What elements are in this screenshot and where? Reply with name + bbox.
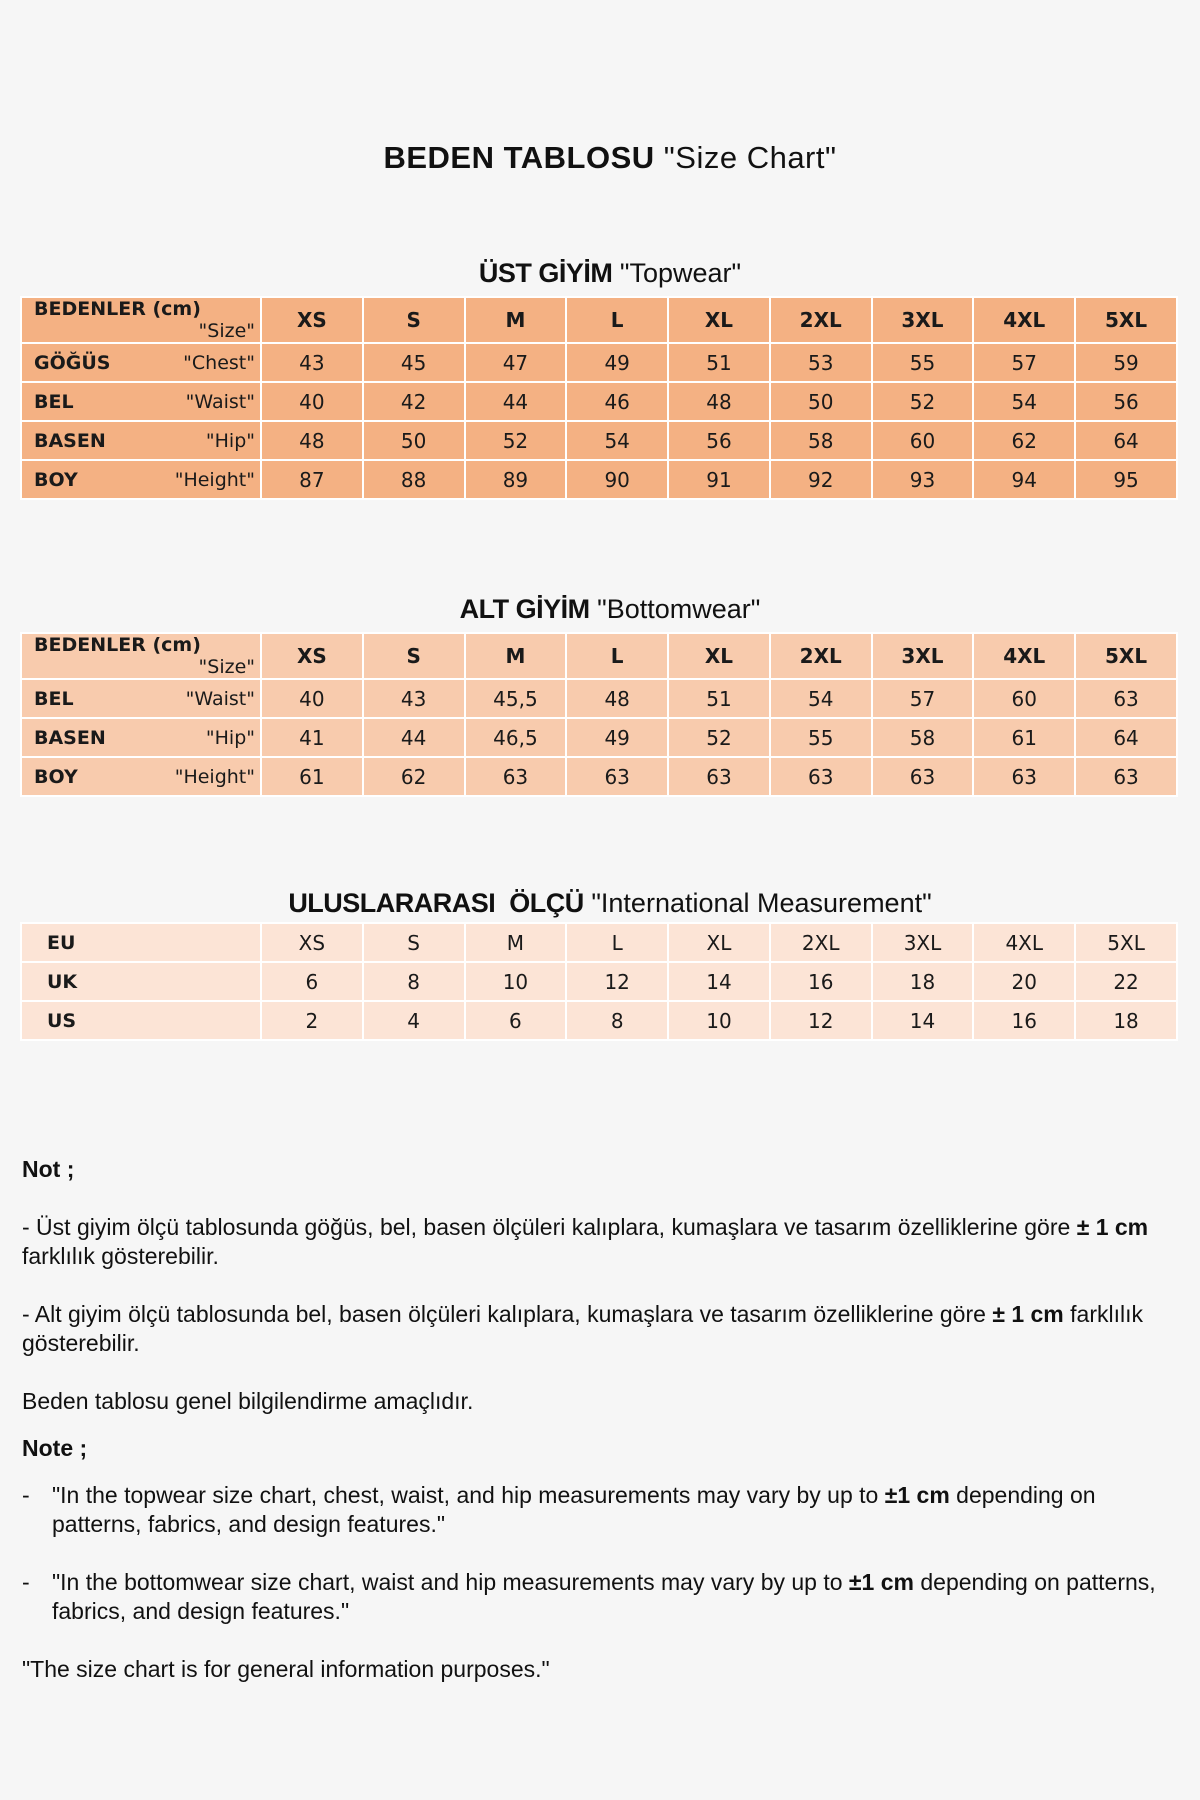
table-cell: 20 — [973, 962, 1075, 1001]
table-cell: 22 — [1075, 962, 1177, 1001]
table-cell: 52 — [465, 421, 567, 460]
size-cell: 5XL — [1075, 297, 1177, 343]
table-cell: 63 — [668, 757, 770, 796]
size-cell: 4XL — [973, 633, 1075, 679]
table-cell: 63 — [770, 757, 872, 796]
table-cell: 2 — [261, 1001, 363, 1040]
note-text: farklılık gösterebilir. — [22, 1301, 1143, 1356]
notes-section — [22, 1155, 1172, 1684]
bottomwear-title-en: "Bottomwear" — [597, 594, 761, 624]
table-cell: 48 — [261, 421, 363, 460]
table-cell: 87 — [261, 460, 363, 499]
size-cell: 2XL — [770, 633, 872, 679]
notes-heading-tr: Not ; — [22, 1156, 75, 1182]
table-cell: 55 — [872, 343, 974, 382]
size-cell: XL — [668, 297, 770, 343]
note-text: depending on patterns, fabrics, and design features." — [52, 1569, 1156, 1624]
table-header-row — [21, 633, 1177, 679]
row-label-en: "Waist" — [185, 687, 255, 710]
row-label-tr: BOY — [34, 468, 78, 491]
table-cell: 52 — [668, 718, 770, 757]
table-cell: 95 — [1075, 460, 1177, 499]
note-text: - Üst giyim ölçü tablosunda göğüs, bel, basen ölçüleri kalıplara, kumaşlara ve tasarım özelliklerine göre — [22, 1214, 1077, 1240]
table-row — [21, 1001, 1177, 1040]
table-cell: 50 — [363, 421, 465, 460]
note-footer-en: "The size chart is for general information purposes." — [22, 1656, 550, 1682]
row-label-tr: BOY — [34, 765, 78, 788]
size-cell: L — [566, 633, 668, 679]
table-cell: L — [566, 923, 668, 962]
table-cell: 6 — [465, 1001, 567, 1040]
size-cell: L — [566, 297, 668, 343]
table-cell: 52 — [872, 382, 974, 421]
row-label — [21, 382, 261, 421]
header-label — [21, 297, 261, 343]
international-title — [0, 888, 1200, 919]
table-cell: 4XL — [973, 923, 1075, 962]
table-cell: 50 — [770, 382, 872, 421]
note-footer-tr: Beden tablosu genel bilgilendirme amaçlıdır. — [22, 1388, 474, 1414]
international-table — [20, 922, 1178, 1041]
table-cell: 54 — [566, 421, 668, 460]
table-cell: 46,5 — [465, 718, 567, 757]
size-cell: M — [465, 633, 567, 679]
table-cell: 60 — [973, 679, 1075, 718]
table-cell: 47 — [465, 343, 567, 382]
topwear-table — [20, 296, 1178, 500]
table-cell: 6 — [261, 962, 363, 1001]
row-label — [21, 343, 261, 382]
size-cell: S — [363, 633, 465, 679]
table-row — [21, 421, 1177, 460]
table-row — [21, 679, 1177, 718]
table-cell: 45,5 — [465, 679, 567, 718]
header-label-en: "Size" — [198, 656, 255, 678]
row-label-tr: BASEN — [34, 726, 106, 749]
table-cell: 46 — [566, 382, 668, 421]
table-cell: 2XL — [770, 923, 872, 962]
table-cell: 63 — [566, 757, 668, 796]
note-item-en — [22, 1481, 1172, 1539]
table-cell: S — [363, 923, 465, 962]
table-cell: 61 — [973, 718, 1075, 757]
table-cell: 93 — [872, 460, 974, 499]
table-cell: 55 — [770, 718, 872, 757]
table-cell: 49 — [566, 343, 668, 382]
table-row — [21, 718, 1177, 757]
size-cell: 5XL — [1075, 633, 1177, 679]
topwear-title-bold: ÜST GİYİM — [478, 258, 613, 288]
table-cell: 53 — [770, 343, 872, 382]
table-cell: 10 — [668, 1001, 770, 1040]
table-header-row — [21, 297, 1177, 343]
table-cell: 62 — [973, 421, 1075, 460]
bottomwear-table — [20, 632, 1178, 797]
table-cell: 8 — [363, 962, 465, 1001]
row-label-tr: BASEN — [34, 429, 106, 452]
topwear-title-en: "Topwear" — [619, 258, 742, 288]
table-cell: 92 — [770, 460, 872, 499]
row-label-tr: BEL — [34, 687, 74, 710]
note-text: farklılık gösterebilir. — [22, 1243, 219, 1269]
row-label — [21, 460, 261, 499]
row-label-tr: BEL — [34, 390, 74, 413]
table-cell: 41 — [261, 718, 363, 757]
row-label — [21, 421, 261, 460]
row-label: EU — [21, 923, 261, 962]
header-label — [21, 633, 261, 679]
table-cell: 14 — [872, 1001, 974, 1040]
table-cell: 16 — [973, 1001, 1075, 1040]
table-cell: 63 — [1075, 757, 1177, 796]
table-cell: 57 — [872, 679, 974, 718]
row-label — [21, 757, 261, 796]
notes-heading-en: Note ; — [22, 1435, 88, 1461]
note-text: - Alt giyim ölçü tablosunda bel, basen ölçüleri kalıplara, kumaşlara ve tasarım özelliklerine göre — [22, 1301, 993, 1327]
table-cell: 94 — [973, 460, 1075, 499]
page-title — [0, 140, 1200, 176]
table-cell: XS — [261, 923, 363, 962]
table-cell: 45 — [363, 343, 465, 382]
table-cell: 60 — [872, 421, 974, 460]
table-row — [21, 962, 1177, 1001]
title-bold: BEDEN TABLOSU — [383, 140, 655, 175]
note-bold: ±1 cm — [848, 1569, 914, 1595]
header-label-tr: BEDENLER (cm) — [34, 298, 201, 320]
table-row — [21, 460, 1177, 499]
bottomwear-title — [0, 594, 1200, 625]
size-cell: M — [465, 297, 567, 343]
table-row — [21, 923, 1177, 962]
topwear-title — [0, 258, 1200, 289]
table-cell: 58 — [872, 718, 974, 757]
table-cell: 49 — [566, 718, 668, 757]
note-bold: ± 1 cm — [1076, 1214, 1149, 1240]
table-cell: 40 — [261, 382, 363, 421]
size-cell: 4XL — [973, 297, 1075, 343]
table-cell: 18 — [1075, 1001, 1177, 1040]
table-cell: 8 — [566, 1001, 668, 1040]
table-cell: 90 — [566, 460, 668, 499]
table-cell: 44 — [465, 382, 567, 421]
international-title-en: "International Measurement" — [591, 888, 932, 918]
title-en: "Size Chart" — [663, 140, 837, 175]
table-cell: 3XL — [872, 923, 974, 962]
row-label — [21, 718, 261, 757]
table-cell: M — [465, 923, 567, 962]
table-cell: 44 — [363, 718, 465, 757]
table-row — [21, 382, 1177, 421]
table-cell: 16 — [770, 962, 872, 1001]
table-cell: 56 — [1075, 382, 1177, 421]
table-cell: 4 — [363, 1001, 465, 1040]
table-cell: 18 — [872, 962, 974, 1001]
table-cell: 12 — [770, 1001, 872, 1040]
table-cell: 63 — [1075, 679, 1177, 718]
table-cell: 58 — [770, 421, 872, 460]
row-label-en: "Hip" — [205, 429, 255, 452]
table-cell: 10 — [465, 962, 567, 1001]
table-cell: 64 — [1075, 421, 1177, 460]
table-cell: 54 — [973, 382, 1075, 421]
header-label-tr: BEDENLER (cm) — [34, 634, 201, 656]
table-cell: 63 — [872, 757, 974, 796]
table-cell: 64 — [1075, 718, 1177, 757]
table-cell: 89 — [465, 460, 567, 499]
note-text: "In the bottomwear size chart, waist and hip measurements may vary by up to — [52, 1569, 849, 1595]
table-cell: 43 — [261, 343, 363, 382]
table-cell: 48 — [566, 679, 668, 718]
note-item-tr — [22, 1300, 1172, 1358]
table-row — [21, 757, 1177, 796]
table-cell: 59 — [1075, 343, 1177, 382]
table-cell: 40 — [261, 679, 363, 718]
row-label-en: "Waist" — [185, 390, 255, 413]
table-cell: 62 — [363, 757, 465, 796]
size-cell: 3XL — [872, 297, 974, 343]
table-cell: 57 — [973, 343, 1075, 382]
note-bold: ±1 cm — [884, 1482, 950, 1508]
table-cell: 91 — [668, 460, 770, 499]
table-cell: 63 — [465, 757, 567, 796]
table-cell: 43 — [363, 679, 465, 718]
table-cell: 56 — [668, 421, 770, 460]
bottomwear-title-bold: ALT GİYİM — [459, 594, 590, 624]
size-cell: XS — [261, 633, 363, 679]
row-label — [21, 679, 261, 718]
size-cell: S — [363, 297, 465, 343]
dash-bullet: - — [22, 1569, 30, 1595]
size-cell: 2XL — [770, 297, 872, 343]
international-title-bold: ULUSLARARASI ÖLÇÜ — [288, 888, 584, 918]
table-cell: 61 — [261, 757, 363, 796]
table-cell: 48 — [668, 382, 770, 421]
table-cell: 14 — [668, 962, 770, 1001]
note-text: depending on patterns, fabrics, and design features." — [52, 1482, 1096, 1537]
table-cell: 88 — [363, 460, 465, 499]
note-text: "In the topwear size chart, chest, waist, and hip measurements may vary by up to — [52, 1482, 885, 1508]
row-label-en: "Hip" — [205, 726, 255, 749]
row-label-en: "Height" — [174, 468, 255, 491]
table-cell: 54 — [770, 679, 872, 718]
row-label-tr: GÖĞÜS — [34, 351, 111, 374]
row-label: US — [21, 1001, 261, 1040]
table-cell: XL — [668, 923, 770, 962]
row-label-en: "Chest" — [183, 351, 255, 374]
note-bold: ± 1 cm — [992, 1301, 1064, 1327]
size-cell: XL — [668, 633, 770, 679]
table-cell: 42 — [363, 382, 465, 421]
size-cell: XS — [261, 297, 363, 343]
table-row — [21, 343, 1177, 382]
row-label-en: "Height" — [174, 765, 255, 788]
table-cell: 63 — [973, 757, 1075, 796]
table-cell: 51 — [668, 679, 770, 718]
note-item-tr — [22, 1213, 1172, 1271]
table-cell: 51 — [668, 343, 770, 382]
header-label-en: "Size" — [198, 320, 255, 342]
row-label: UK — [21, 962, 261, 1001]
size-cell: 3XL — [872, 633, 974, 679]
table-cell: 12 — [566, 962, 668, 1001]
dash-bullet: - — [22, 1482, 30, 1508]
table-cell: 5XL — [1075, 923, 1177, 962]
note-item-en — [22, 1568, 1172, 1626]
